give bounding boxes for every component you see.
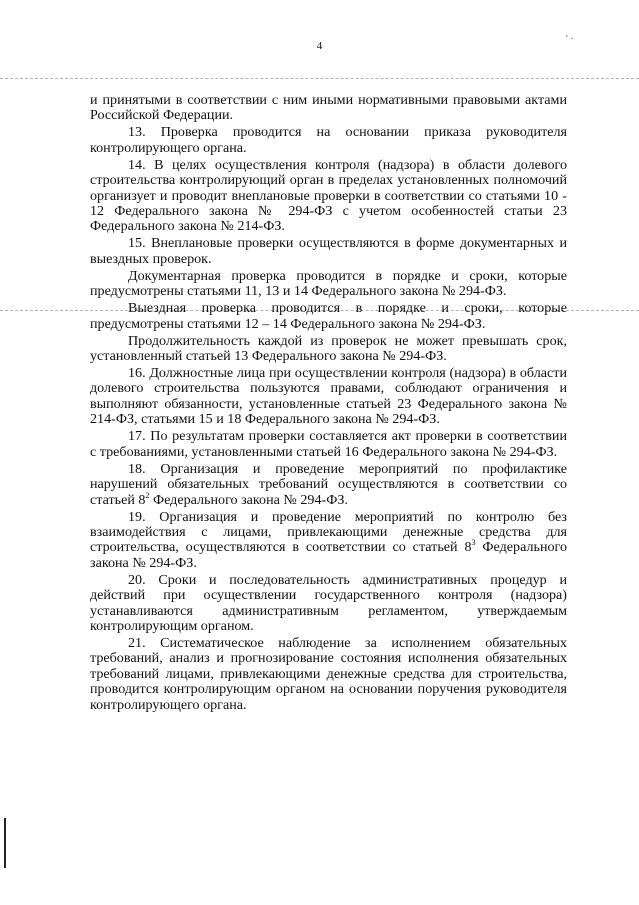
edge-mark-left <box>4 818 6 868</box>
paragraph-15: 15. Внеплановые проверки осуществляются в форме документарных и выездных проверок. <box>90 235 567 267</box>
page-number: 4 <box>316 40 323 52</box>
paragraph-continuation: и принятыми в соответствии с ним иными нормативными правовыми актами Российской Федерации. <box>90 92 567 124</box>
paragraph-19-text: 19. Организация и проведение мероприятий по контролю без взаимодействия с лицами, привлекающими денежные средства для строительства, осуществляются в соответствии со статьей 8 <box>90 508 567 556</box>
document-body <box>90 93 567 715</box>
paragraph-20: 20. Сроки и последовательность административных процедур и действий при осуществлении государственного контроля (надзора) устанавливаются административным регламентом, утверждаемым контролирующим органом. <box>90 571 567 634</box>
paragraph-16: 16. Должностные лица при осуществлении контроля (надзора) в области долевого строительства пользуются правами, соблюдают ограничения и выполняют обязанности, установленные статьей 23 Федерального закона № 214-ФЗ, статьями 15 и 18 Федерального закона № 294-ФЗ. <box>90 365 567 428</box>
paragraph-documentary-check: Документарная проверка проводится в порядке и сроки, которые предусмотрены статьями 11, 13 и 14 Федерального закона № 294-ФЗ. <box>90 267 567 300</box>
paragraph-21: 21. Систематическое наблюдение за исполнением обязательных требований, анализ и прогнозирование состояния исполнения обязательных требований лицами, привлекающими денежные средства для строительства, проводится контролирующим органом на основании поручения руководителя контролирующего органа. <box>90 634 567 713</box>
paragraph-18-tail: Федерального закона № 294-ФЗ. <box>149 491 348 508</box>
paragraph-18-text: 18. Организация и проведение мероприятий по профилактике нарушений обязательных требований осуществляются в соответствии со статьей 8 <box>90 460 567 508</box>
paragraph-field-check: Выездная проверка проводится в порядке и сроки, которые предусмотрены статьями 12 – 14 Федерального закона № 294-ФЗ. <box>90 300 567 332</box>
paragraph-18-superscript: 2 <box>145 490 150 500</box>
paragraph-13: 13. Проверка проводится на основании приказа руководителя контролирующего органа. <box>90 124 567 156</box>
paragraph-duration: Продолжительность каждой из проверок не может превышать срок, установленный статьей 13 Федерального закона № 294-ФЗ. <box>90 332 567 365</box>
paragraph-19-superscript: 3 <box>471 538 476 548</box>
fold-line-top <box>0 78 639 79</box>
paragraph-14: 14. В целях осуществления контроля (надзора) в области долевого строительства контролирующий орган в пределах установленных полномочий организует и проводит внеплановые проверки в соответствии со статьями 10 - 12 Федерального закона № 294-ФЗ с учетом особенностей статьи 23 Федерального закона № 214-ФЗ. <box>90 156 567 235</box>
paragraph-19-tail: Федерального закона № 294-ФЗ. <box>90 539 568 571</box>
paragraph-17: 17. По результатам проверки составляется акт проверки в соответствии с требованиями, установленными статьей 16 Федерального закона № 294-ФЗ. <box>90 428 567 460</box>
paragraph-18 <box>90 462 567 508</box>
paragraph-19 <box>90 510 567 572</box>
margin-mark: ' · <box>566 34 574 45</box>
